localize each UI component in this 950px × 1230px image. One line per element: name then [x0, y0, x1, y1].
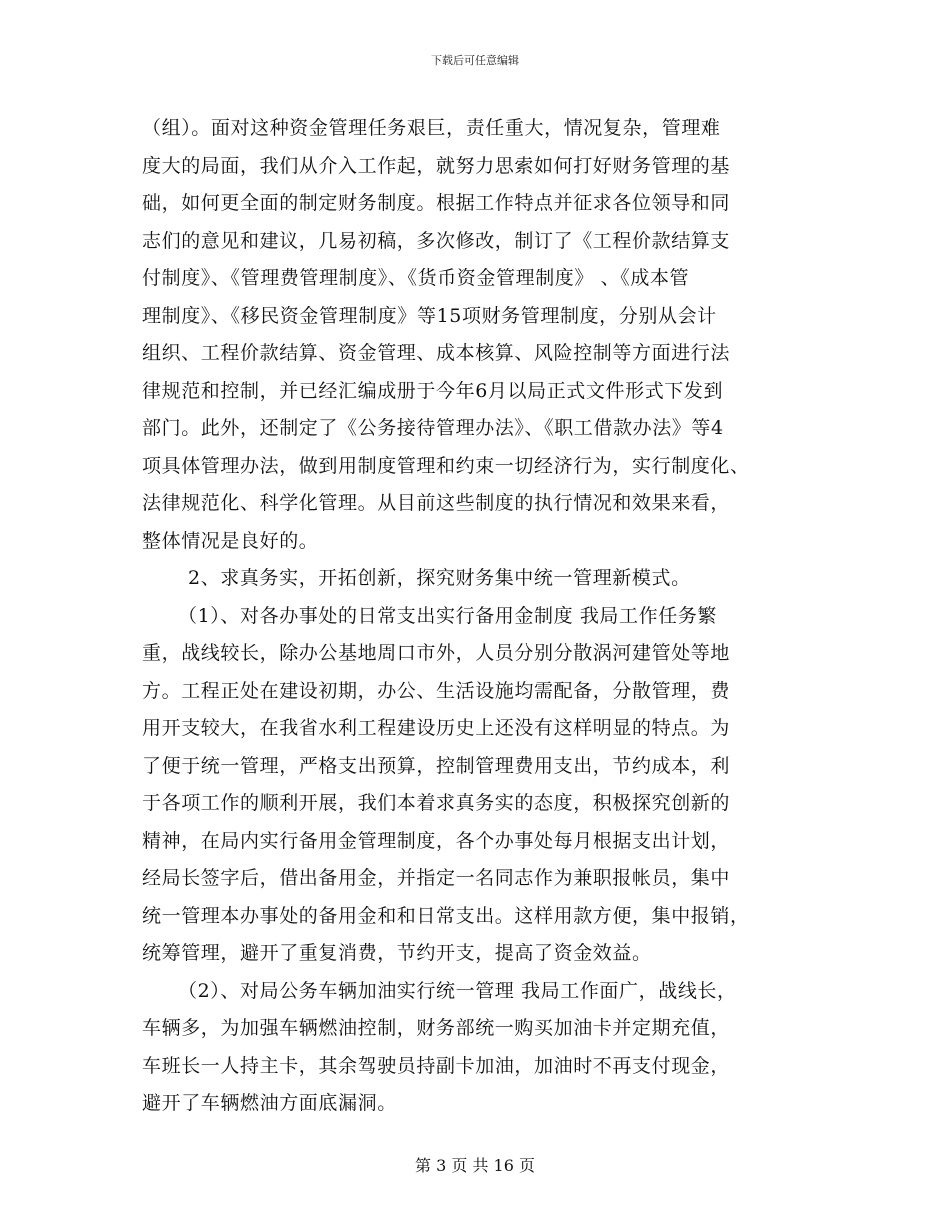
- paragraph-system-building: [142, 110, 814, 560]
- text-line: （组）。面对这种资金管理任务艰巨，责任重大，情况复杂，管理难: [142, 117, 721, 139]
- text-line: 部门。此外，还制定了《公务接待管理办法》、《职工借款办法》等4: [142, 417, 724, 439]
- paragraph-vehicle-fuel: [142, 973, 814, 1123]
- text-line: 础，如何更全面的制定财务制度。根据工作特点并征求各位领导和同: [142, 192, 731, 214]
- text-line: 经局长签字后，借出备用金，并指定一名同志作为兼职报帐员，集中: [142, 867, 731, 889]
- text-line: 重，战线较长，除办公基地周口市外，人员分别分散涡河建管处等地: [142, 642, 731, 664]
- document-body: [142, 110, 814, 1123]
- text-line: 法律规范化、科学化管理。从目前这些制度的执行情况和效果来看，: [142, 492, 731, 514]
- text-line: 项具体管理办法，做到用制度管理和约束一切经济行为，实行制度化、: [142, 454, 750, 477]
- text-line: 了便于统一管理，严格支出预算，控制管理费用支出，节约成本，利: [142, 754, 731, 777]
- text-line: 志们的意见和建议，几易初稿，多次修改，制订了《工程价款结算支: [142, 229, 731, 252]
- text-line: 用开支较大，在我省水利工程建设历史上还没有这样明显的特点。为: [142, 717, 731, 739]
- text-line: 统筹管理，避开了重复消费，节约开支，提高了资金效益。: [142, 942, 652, 964]
- text-line: 律规范和控制，并已经汇编成册于今年6月以局正式文件形式下发到: [142, 379, 724, 402]
- page-header: 下载后可任意编辑: [431, 54, 519, 67]
- text-line: 方。工程正处在建设初期，办公、生活设施均需配备，分散管理，费: [142, 679, 731, 702]
- text-line: 统一管理本办事处的备用金和和日常支出。这样用款方便，集中报销，: [142, 904, 750, 927]
- page-number-footer: 第 3 页 共 16 页: [415, 1156, 535, 1175]
- text-line: 理制度》、《移民资金管理制度》等15项财务管理制度，分别从会计: [142, 304, 717, 327]
- text-line: 整体情况是良好的。: [142, 529, 319, 552]
- text-line: （1）、对各办事处的日常支出实行备用金制度 我局工作任务繁: [178, 604, 718, 627]
- text-line: 组织、工程价款结算、资金管理、成本核算、风险控制等方面进行法: [142, 342, 731, 364]
- text-line: 车辆多，为加强车辆燃油控制，财务部统一购买加油卡并定期充值，: [142, 1017, 731, 1039]
- paragraph-petty-cash: [142, 598, 814, 973]
- text-line: 车班长一人持主卡，其余驾驶员持副卡加油，加油时不再支付现金，: [142, 1054, 731, 1077]
- text-line: 避开了车辆燃油方面底漏洞。: [142, 1092, 397, 1114]
- text-line: （2）、对局公务车辆加油实行统一管理 我局工作面广，战线长，: [178, 979, 737, 1002]
- section-heading: [142, 560, 814, 598]
- heading-line: 2、求真务实，开拓创新，探究财务集中统一管理新模式。: [188, 567, 691, 589]
- text-line: 付制度》、《管理费管理制度》、《货币资金管理制度》 、《成本管: [142, 267, 690, 289]
- text-line: 于各项工作的顺利开展，我们本着求真务实的态度，积极探究创新的: [142, 792, 731, 814]
- text-line: 度大的局面，我们从介入工作起，就努力思索如何打好财务管理的基: [142, 154, 731, 177]
- text-line: 精神，在局内实行备用金管理制度，各个办事处每月根据支出计划，: [142, 829, 731, 852]
